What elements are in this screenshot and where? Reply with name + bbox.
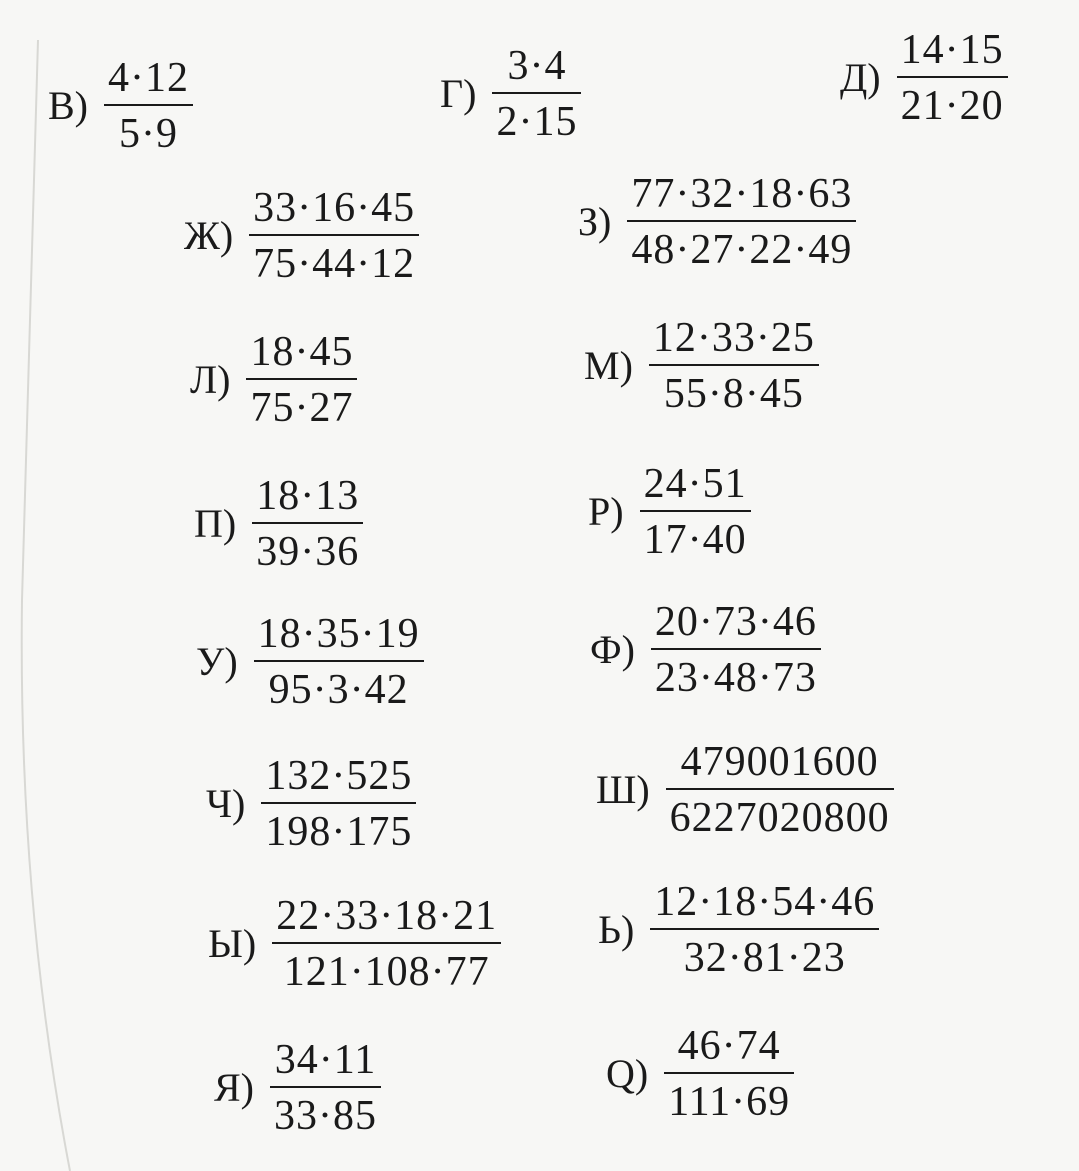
fraction-bar bbox=[252, 522, 363, 524]
fraction-bar bbox=[272, 942, 501, 944]
fraction bbox=[246, 330, 357, 430]
numerator: 77·32·18·63 bbox=[631, 171, 853, 217]
denominator: 111·69 bbox=[668, 1079, 791, 1126]
numerator: 24·51 bbox=[643, 461, 747, 507]
problem-z bbox=[578, 172, 856, 272]
problem-y bbox=[208, 894, 501, 994]
problem-p bbox=[194, 474, 363, 574]
numerator: 12·33·25 bbox=[652, 315, 815, 361]
fraction bbox=[897, 28, 1008, 128]
denominator: 21·20 bbox=[900, 83, 1004, 130]
problem-d bbox=[840, 28, 1008, 128]
problem-sh bbox=[596, 740, 894, 840]
numerator: 33·16·45 bbox=[253, 185, 416, 231]
problem-label: Q) bbox=[606, 1051, 649, 1097]
denominator: 95·3·42 bbox=[268, 667, 409, 714]
fraction bbox=[650, 880, 879, 980]
problem-label: Ш) bbox=[596, 767, 650, 813]
problem-ya bbox=[214, 1038, 381, 1138]
problem-label: Ж) bbox=[184, 213, 234, 259]
numerator: 18·45 bbox=[250, 329, 354, 375]
denominator: 17·40 bbox=[643, 517, 747, 564]
fraction-bar bbox=[254, 660, 424, 662]
numerator: 3·4 bbox=[507, 43, 567, 89]
problem-zh bbox=[184, 186, 419, 286]
numerator: 18·35·19 bbox=[257, 611, 420, 657]
numerator: 20·73·46 bbox=[654, 599, 817, 645]
fraction bbox=[666, 740, 894, 840]
fraction bbox=[651, 600, 821, 700]
fraction-bar bbox=[650, 928, 879, 930]
fraction-bar bbox=[104, 104, 193, 106]
numerator: 479001600 bbox=[680, 739, 879, 785]
denominator: 5·9 bbox=[119, 111, 178, 158]
fraction-bar bbox=[261, 802, 416, 804]
problem-label: Г) bbox=[440, 71, 477, 117]
denominator: 2·15 bbox=[496, 99, 578, 146]
fraction bbox=[272, 894, 501, 994]
problem-label: П) bbox=[194, 501, 237, 547]
problem-q bbox=[606, 1024, 794, 1124]
denominator: 55·8·45 bbox=[663, 371, 804, 418]
problem-r bbox=[588, 462, 751, 562]
denominator: 39·36 bbox=[256, 529, 360, 576]
fraction bbox=[640, 462, 751, 562]
fraction bbox=[492, 44, 581, 144]
problem-g bbox=[440, 44, 581, 144]
denominator: 121·108·77 bbox=[283, 949, 490, 996]
problem-l bbox=[190, 330, 357, 430]
problem-m bbox=[584, 316, 819, 416]
fraction bbox=[261, 754, 416, 854]
numerator: 4·12 bbox=[108, 55, 189, 101]
problem-label: Р) bbox=[588, 489, 624, 535]
denominator: 33·85 bbox=[274, 1093, 377, 1140]
problem-label: Ч) bbox=[206, 781, 246, 827]
fraction-bar bbox=[627, 220, 856, 222]
denominator: 6227020800 bbox=[669, 795, 890, 842]
fraction-bar bbox=[270, 1086, 381, 1088]
fraction-bar bbox=[649, 364, 819, 366]
numerator: 22·33·18·21 bbox=[276, 893, 498, 939]
fraction bbox=[104, 56, 193, 156]
problem-soft-sign bbox=[598, 880, 879, 980]
problem-label: Я) bbox=[214, 1065, 254, 1111]
fraction bbox=[252, 474, 363, 574]
numerator: 46·74 bbox=[677, 1023, 781, 1069]
numerator: 14·15 bbox=[900, 27, 1004, 73]
problem-f bbox=[590, 600, 821, 700]
denominator: 198·175 bbox=[265, 809, 413, 856]
fraction-bar bbox=[246, 378, 357, 380]
problem-label: З) bbox=[578, 199, 612, 245]
fraction bbox=[270, 1038, 381, 1138]
numerator: 132·525 bbox=[265, 753, 413, 799]
fraction bbox=[254, 612, 424, 712]
numerator: 18·13 bbox=[256, 473, 360, 519]
fraction-bar bbox=[249, 234, 419, 236]
fraction-bar bbox=[897, 76, 1008, 78]
fraction bbox=[664, 1024, 794, 1124]
denominator: 75·27 bbox=[250, 385, 354, 432]
denominator: 48·27·22·49 bbox=[631, 227, 853, 274]
fraction-bar bbox=[651, 648, 821, 650]
fraction-bar bbox=[640, 510, 751, 512]
problem-v bbox=[48, 56, 193, 156]
denominator: 32·81·23 bbox=[683, 935, 846, 982]
denominator: 75·44·12 bbox=[253, 241, 416, 288]
fraction bbox=[249, 186, 419, 286]
problem-label: Д) bbox=[840, 55, 881, 101]
problem-u bbox=[196, 612, 424, 712]
fraction-bar bbox=[492, 92, 581, 94]
problem-label: М) bbox=[584, 343, 633, 389]
fraction bbox=[649, 316, 819, 416]
numerator: 12·18·54·46 bbox=[654, 879, 876, 925]
problem-label: Ь) bbox=[598, 907, 635, 953]
fraction bbox=[627, 172, 856, 272]
fraction-bar bbox=[666, 788, 894, 790]
numerator: 34·11 bbox=[274, 1037, 377, 1083]
denominator: 23·48·73 bbox=[654, 655, 817, 702]
fraction-bar bbox=[664, 1072, 794, 1074]
problem-label: В) bbox=[48, 83, 88, 129]
problem-label: У) bbox=[196, 639, 238, 685]
problem-label: Ф) bbox=[590, 627, 635, 673]
problem-label: Л) bbox=[190, 357, 231, 403]
problem-label: Ы) bbox=[208, 921, 257, 967]
problem-ch bbox=[206, 754, 416, 854]
